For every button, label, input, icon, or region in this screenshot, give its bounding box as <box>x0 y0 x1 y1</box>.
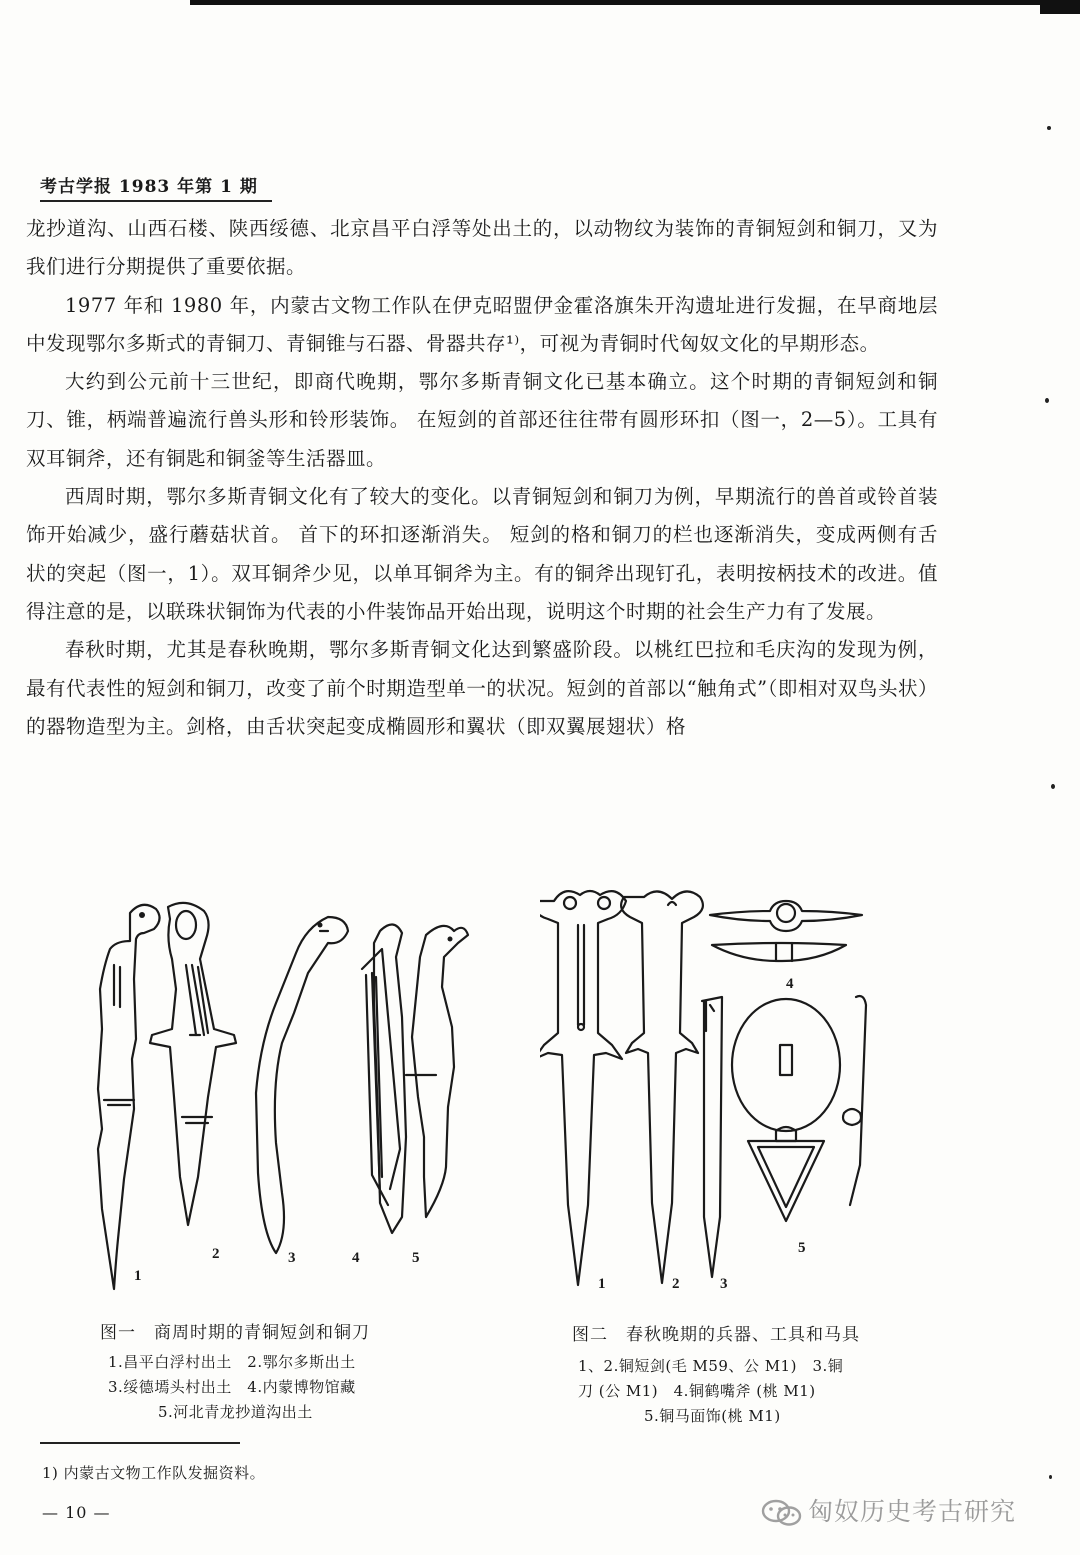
figure-number: 3 <box>720 1276 728 1292</box>
scan-speck <box>1045 398 1049 403</box>
paragraph: 春秋时期，尤其是春秋晚期，鄂尔多斯青铜文化达到繁盛阶段。以桃红巴拉和毛庆沟的发现为例，最有代表性的短剑和铜刀，改变了前个时期造型单一的状况。短剑的首部以“触角式”（即相对双鸟头状）的器物造型为主。剑格，由舌状突起变成椭圆形和翼状（即双翼展翅状）格 <box>26 638 938 738</box>
wechat-icon <box>760 1498 804 1528</box>
figure-number: 2 <box>672 1276 680 1292</box>
figure-2-legend <box>578 1354 843 1429</box>
legend-line: 刀 (公 M1) 4.铜鹤嘴斧 (桃 M1) <box>578 1382 816 1400</box>
legend-line: 1、2.铜短剑(毛 M59、公 M1) 3.铜 <box>578 1357 844 1375</box>
legend-line: 5.河北青龙抄道沟出土 <box>158 1403 313 1421</box>
watermark <box>760 1492 1016 1528</box>
figure-number: 4 <box>352 1250 360 1266</box>
figure-number: 4 <box>786 976 794 992</box>
scan-speck <box>1051 784 1055 789</box>
legend-line: 1.昌平白浮村出土 2.鄂尔多斯出土 <box>108 1353 356 1371</box>
paragraph: 1977 年和 1980 年，内蒙古文物工作队在伊克昭盟伊金霍洛旗朱开沟遗址进行发掘，在早商地层中发现鄂尔多斯式的青铜刀、青铜锥与石器、骨器共存¹⁾，可视为青铜时代匈奴文化的早期形态。 <box>26 293 938 355</box>
footnote: 1) 内蒙古文物工作队发掘资料。 <box>42 1464 266 1482</box>
bronze-daggers-drawing <box>90 895 490 1295</box>
watermark-text: 匈奴历史考古研究 <box>808 1497 1017 1526</box>
figure-2-illustration <box>540 885 880 1295</box>
figure-1-illustration <box>90 895 490 1295</box>
scan-speck <box>1047 126 1051 130</box>
scan-speck <box>1049 1475 1052 1479</box>
figure-number: 5 <box>412 1250 420 1266</box>
body-text <box>26 210 938 746</box>
footnote-divider <box>40 1442 240 1444</box>
figure-1-legend <box>108 1350 356 1425</box>
figure-number: 1 <box>134 1268 142 1284</box>
page-number: — 10 — <box>42 1503 111 1522</box>
figure-number: 5 <box>798 1240 806 1256</box>
legend-line: 3.绥德墕头村出土 4.内蒙博物馆藏 <box>108 1378 356 1396</box>
running-header: 考古学报 1983 年第 1 期 <box>40 172 272 202</box>
figure-2-caption: 图二 春秋晚期的兵器、工具和马具 <box>572 1325 860 1345</box>
figure-number: 3 <box>288 1250 296 1266</box>
paragraph: 西周时期，鄂尔多斯青铜文化有了较大的变化。以青铜短剑和铜刀为例，早期流行的兽首或铃首装饰开始减少，盛行蘑菇状首。 首下的环扣逐渐消失。 短剑的格和铜刀的栏也逐渐消失，变成两侧有舌状的突起（图一，1）。双耳铜斧少见，以单耳铜斧为主。有的铜斧出现钉孔，表明按柄技术的改进。值得注意的是，以联珠状铜饰为代表的小件装饰品开始出现，说明这个时期的社会生产力有了发展。 <box>26 485 938 623</box>
bronze-weapons-tools-drawing <box>540 885 880 1295</box>
figure-1-caption: 图一 商周时期的青铜短剑和铜刀 <box>100 1323 370 1343</box>
scan-edge-bar <box>1040 0 1080 14</box>
figure-number: 2 <box>212 1246 220 1262</box>
legend-line: 5.铜马面饰(桃 M1) <box>644 1407 781 1425</box>
figure-number: 1 <box>598 1276 606 1292</box>
paragraph: 龙抄道沟、山西石楼、陕西绥德、北京昌平白浮等处出土的，以动物纹为装饰的青铜短剑和铜刀，又为我们进行分期提供了重要依据。 <box>26 217 938 279</box>
paragraph: 大约到公元前十三世纪，即商代晚期，鄂尔多斯青铜文化已基本确立。这个时期的青铜短剑和铜刀、锥，柄端普遍流行兽头形和铃形装饰。 在短剑的首部还往往带有圆形环扣（图一，2—5）。工具有双耳铜斧，还有铜匙和铜釜等生活器皿。 <box>26 370 938 470</box>
scan-edge-bar <box>190 0 1080 5</box>
